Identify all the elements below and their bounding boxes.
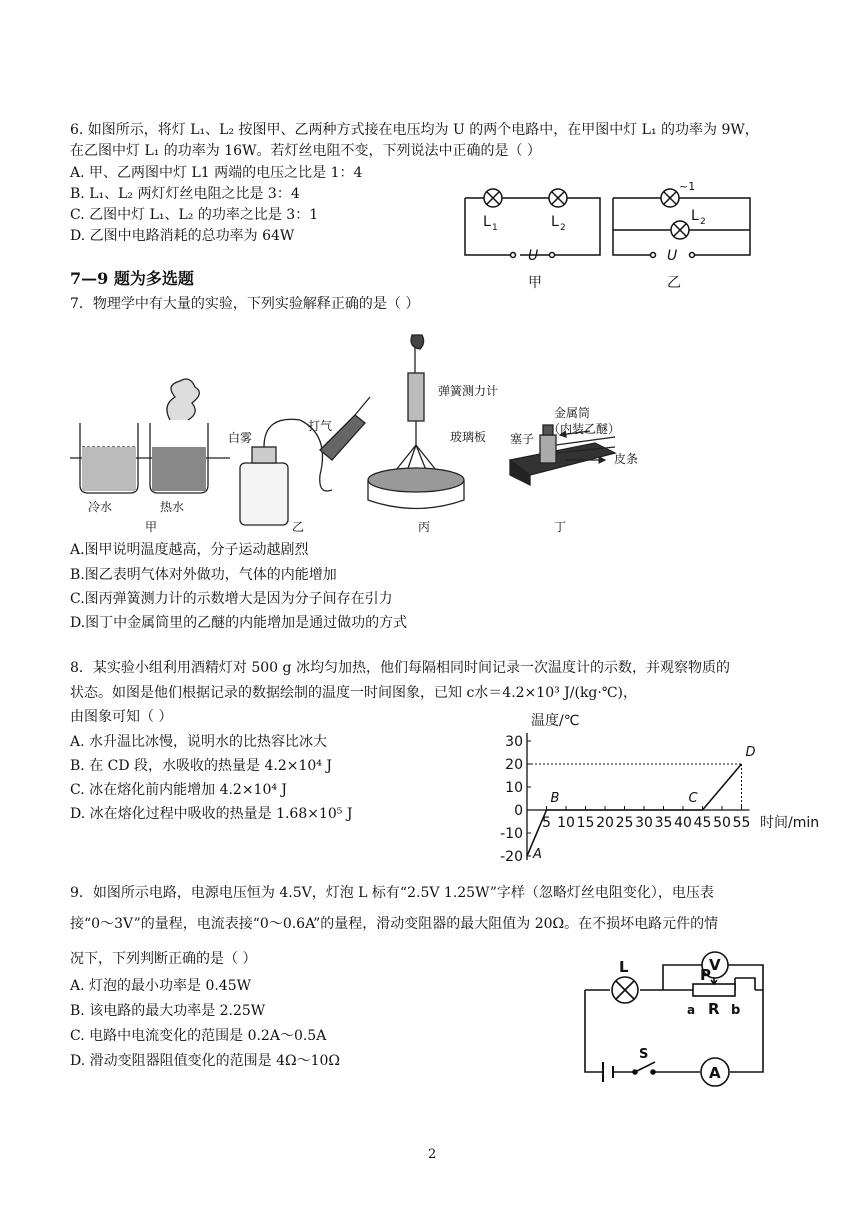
q8-temperature-chart: [495, 710, 820, 870]
q7-label-pump: 打气: [308, 419, 333, 433]
q9-label-a: a: [687, 1003, 696, 1017]
q7-label-spring: 弹簧测力计: [438, 384, 499, 398]
q6-label-L2: L: [551, 214, 559, 230]
q6-option-a: A. 甲、乙两图中灯 L1 两端的电压之比是 1：4: [70, 165, 363, 181]
q8-option-d: D. 冰在熔化过程中吸收的热量是 1.68×10⁵ J: [70, 806, 353, 822]
q7-label-ether: （内装乙醚）: [548, 422, 621, 436]
q6-label-U-jia: U: [528, 248, 539, 264]
q7-caption-jia: 甲: [145, 520, 158, 534]
q7-label-mist: 白雾: [228, 431, 253, 445]
q6-option-c: C. 乙图中灯 L₁、L₂ 的功率之比是 3：1: [70, 207, 319, 223]
chart-ytick-label: -20: [500, 849, 523, 865]
chart-xlabel: 时间/min: [760, 815, 820, 831]
q8-option-a: A. 水升温比冰慢，说明水的比热容比冰大: [70, 734, 328, 750]
chart-ytick-label: -10: [500, 826, 523, 842]
q6-caption-jia: 甲: [528, 275, 542, 291]
q7-option-c: C.图丙弹簧测力计的示数增大是因为分子间存在引力: [70, 591, 393, 607]
chart-ylabel: 温度/℃: [531, 713, 580, 729]
q6-caption-yi: 乙: [667, 275, 681, 291]
chart-xtick-label: 35: [654, 815, 673, 831]
q7-label-glass: 玻璃板: [450, 430, 487, 444]
q9-stem-line2: 接“0～3V”的量程，电流表接“0～0.6A”的量程，滑动变阻器的最大阻值为 20Ω。在不损坏电路元件的情: [70, 916, 719, 932]
q6-option-d: D. 乙图中电路消耗的总功率为 64W: [70, 228, 295, 244]
q7-label-tube: 金属筒: [554, 406, 591, 420]
chart-xtick-label: 5: [542, 815, 551, 831]
q9-label-A: A: [709, 1064, 721, 1082]
q7-label-cold: 冷水: [88, 500, 113, 514]
q7-label-belt: 皮条: [614, 452, 639, 466]
chart-xtick-label: 10: [557, 815, 575, 831]
q9-stem-line3: 况下，下列判断正确的是（ ）: [70, 951, 257, 967]
q6-label-L1-sub: 1: [492, 223, 498, 233]
q6-circuit-figures: [455, 170, 765, 290]
q6-label-U-yi: U: [667, 248, 678, 264]
q7-caption-ding: 丁: [554, 520, 567, 534]
q9-stem-line1: 9．如图所示电路，电源电压恒为 4.5V，灯泡 L 标有“2.5V 1.25W”字样（忽略灯丝电阻变化），电压表: [70, 885, 714, 901]
q6-stem-line2: 在乙图中灯 L₁ 的功率为 16W。若灯丝电阻不变，下列说法中正确的是（ ）: [70, 143, 541, 159]
chart-xtick-label: 15: [576, 815, 595, 831]
chart-point-label-B: B: [550, 791, 560, 806]
q6-label-L2-sub: 2: [560, 223, 566, 233]
chart-ytick-label: 30: [505, 734, 523, 750]
q9-label-R: R: [708, 1000, 720, 1018]
q7-experiment-figures: [70, 335, 639, 540]
q8-stem-line1: 8．某实验小组利用酒精灯对 500 g 冰均匀加热，他们每隔相同时间记录一次温度计的示数，并观察物质的: [70, 660, 730, 676]
q9-circuit-figure: [575, 950, 775, 1090]
chart-ytick-label: 10: [505, 780, 523, 796]
q9-option-b: B. 该电路的最大功率是 2.25W: [70, 1003, 266, 1019]
chart-point-label-D: D: [745, 745, 756, 760]
q7-option-d: D.图丁中金属筒里的乙醚的内能增加是通过做功的方式: [70, 615, 408, 631]
q6-label-L2-yi: L: [691, 208, 699, 224]
chart-ytick-label: 20: [505, 757, 523, 773]
q7-option-a: A.图甲说明温度越高，分子运动越剧烈: [70, 542, 309, 558]
q6-option-b: B. L₁、L₂ 两灯灯丝电阻之比是 3：4: [70, 186, 300, 202]
q9-label-P: P: [700, 966, 711, 984]
q6-stem-line1: 6. 如图所示，将灯 L₁、L₂ 按图甲、乙两种方式接在电压均为 U 的两个电路中，在甲图中灯 L₁ 的功率为 9W，: [70, 122, 759, 138]
q7-stem: 7．物理学中有大量的实验，下列实验解释正确的是（ ）: [70, 296, 420, 312]
q8-option-c: C. 冰在熔化前内能增加 4.2×10⁴ J: [70, 782, 288, 798]
q7-label-plug: 塞子: [510, 432, 535, 446]
chart-xtick-label: 40: [674, 815, 692, 831]
q8-option-b: B. 在 CD 段，水吸收的热量是 4.2×10⁴ J: [70, 758, 332, 774]
q9-option-a: A. 灯泡的最小功率是 0.45W: [70, 978, 252, 994]
chart-xtick-label: 55: [732, 815, 751, 831]
page-number: 2: [428, 1147, 437, 1162]
chart-xtick-label: 45: [693, 815, 712, 831]
q9-label-L: L: [619, 958, 629, 976]
chart-xtick-label: 30: [635, 815, 653, 831]
chart-xtick-label: 50: [713, 815, 731, 831]
q9-label-b: b: [731, 1003, 741, 1018]
q9-option-d: D. 滑动变阻器阻值变化的范围是 4Ω～10Ω: [70, 1053, 341, 1069]
q6-label-L1: L: [483, 214, 491, 230]
chart-point-label-C: C: [688, 791, 698, 806]
chart-xtick-label: 25: [615, 815, 634, 831]
q9-option-c: C. 电路中电流变化的范围是 0.2A～0.5A: [70, 1028, 327, 1044]
chart-point-label-A: A: [533, 847, 542, 862]
q7-option-b: B.图乙表明气体对外做功，气体的内能增加: [70, 567, 337, 583]
q7-label-hot: 热水: [160, 500, 185, 514]
q9-label-S: S: [639, 1047, 649, 1062]
q8-stem-line3: 由图象可知（ ）: [70, 709, 173, 725]
chart-ytick-label: 0: [514, 803, 523, 819]
q6-label-L1-yi: ~1: [679, 180, 696, 193]
q6-label-L2-yi-sub: 2: [700, 217, 706, 227]
q7-caption-yi: 乙: [292, 520, 305, 534]
q9-label-V: V: [709, 956, 721, 974]
chart-xtick-label: 20: [596, 815, 614, 831]
q8-stem-line2: 状态。如图是他们根据记录的数据绘制的温度一时间图象，已知 c水＝4.2×10³ J/(kg·℃)，: [70, 685, 637, 701]
q7-caption-bing: 丙: [418, 520, 431, 534]
section-multi-choice: 7—9 题为多选题: [70, 269, 194, 288]
